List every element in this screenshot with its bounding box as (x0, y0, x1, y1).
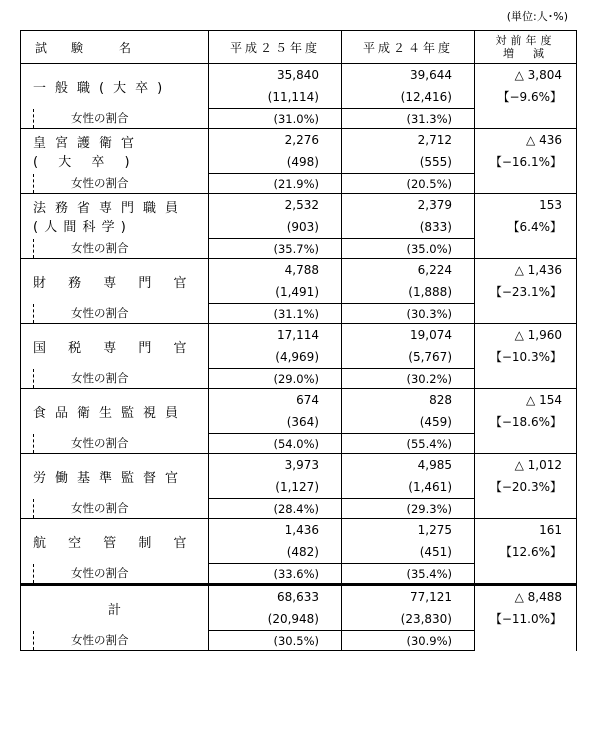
exam-name: 法務省専門職員 (33, 201, 188, 217)
exam-row (21, 519, 577, 564)
h25-women: (11,114) (267, 90, 319, 104)
change-value: △ 8,488 (514, 590, 562, 604)
exam-name: 食品衛生監視員 (33, 405, 188, 421)
exam-name: 皇宮護衛官 (33, 136, 144, 152)
h24-women: (23,830) (400, 612, 452, 626)
h25-cell (209, 389, 342, 434)
h24-cell (342, 454, 475, 499)
header-row (21, 31, 577, 64)
header-change: 対前年度 増 減 (475, 31, 577, 64)
change-value: △ 154 (526, 393, 562, 407)
h25-women: (20,948) (267, 612, 319, 626)
h24-women: (1,461) (408, 480, 452, 494)
change-percent: 【6.4%】 (507, 220, 562, 234)
h24-women: (5,767) (408, 350, 452, 364)
h25-applicants: 4,788 (284, 263, 319, 277)
change-percent: 【−20.3%】 (489, 480, 562, 494)
h25-women: (498) (286, 155, 319, 169)
exam-name-cell (21, 324, 209, 369)
total-row (21, 585, 577, 631)
h24-applicants: 77,121 (410, 590, 452, 604)
ratio-label: 女性の割合 (21, 174, 209, 194)
h24-women: (451) (419, 545, 452, 559)
change-value: △ 1,436 (514, 263, 562, 277)
exam-name: 計 (107, 602, 121, 618)
exam-name-cell (21, 129, 209, 174)
change-percent: 【12.6%】 (499, 545, 562, 559)
h24-ratio: (31.3%) (342, 109, 475, 129)
unit-label: (単位:人･%) (506, 10, 568, 23)
exam-name: 航 空 管 制 官 (33, 535, 196, 551)
exam-name-cell (21, 194, 209, 239)
h25-cell (209, 194, 342, 239)
h24-cell (342, 389, 475, 434)
change-value: △ 3,804 (514, 68, 562, 82)
change-percent: 【−11.0%】 (489, 612, 562, 626)
h25-women: (903) (286, 220, 319, 234)
exam-row (21, 64, 577, 109)
exam-applicants-table (20, 30, 577, 651)
h24-cell (342, 324, 475, 369)
ratio-label: 女性の割合 (21, 434, 209, 454)
h24-ratio: (35.0%) (342, 239, 475, 259)
h24-applicants: 828 (429, 393, 452, 407)
exam-row (21, 129, 577, 174)
h25-applicants: 2,276 (284, 133, 319, 147)
h25-women: (482) (286, 545, 319, 559)
header-year-24: 平成２４年度 (342, 31, 475, 64)
h24-ratio: (30.3%) (342, 304, 475, 324)
h24-ratio: (30.9%) (342, 631, 475, 651)
change-percent: 【−9.6%】 (497, 90, 562, 104)
change-value: △ 436 (526, 133, 562, 147)
change-value: 153 (539, 198, 562, 212)
h24-women: (1,888) (408, 285, 452, 299)
header-exam-name: 試 験 名 (21, 31, 209, 64)
h25-women: (1,127) (275, 480, 319, 494)
h25-ratio: (29.0%) (209, 369, 342, 389)
ratio-label: 女性の割合 (21, 369, 209, 389)
h25-applicants: 2,532 (284, 198, 319, 212)
h25-applicants: 3,973 (284, 458, 319, 472)
exam-row (21, 454, 577, 499)
change-cell (475, 259, 577, 324)
h24-cell (342, 519, 475, 564)
h24-women: (12,416) (400, 90, 452, 104)
h25-women: (364) (286, 415, 319, 429)
h25-ratio: (54.0%) (209, 434, 342, 454)
h25-cell (209, 64, 342, 109)
change-cell (475, 129, 577, 194)
ratio-label: 女性の割合 (21, 304, 209, 324)
h24-cell (342, 585, 475, 631)
h25-cell (209, 519, 342, 564)
exam-row (21, 324, 577, 369)
h25-applicants: 17,114 (277, 328, 319, 342)
change-value: 161 (539, 523, 562, 537)
h24-cell (342, 259, 475, 304)
h24-ratio: (35.4%) (342, 564, 475, 585)
h25-applicants: 68,633 (277, 590, 319, 604)
ratio-label: 女性の割合 (21, 564, 209, 585)
change-value: △ 1,960 (514, 328, 562, 342)
h25-ratio: (30.5%) (209, 631, 342, 651)
h24-women: (833) (419, 220, 452, 234)
exam-name-sub: ( 大 卒 ) (33, 155, 131, 171)
h25-cell (209, 129, 342, 174)
h24-applicants: 19,074 (410, 328, 452, 342)
h25-ratio: (31.0%) (209, 109, 342, 129)
h25-ratio: (35.7%) (209, 239, 342, 259)
h25-cell (209, 585, 342, 631)
exam-name-cell (21, 64, 209, 109)
h24-applicants: 6,224 (417, 263, 452, 277)
ratio-label: 女性の割合 (21, 239, 209, 259)
exam-name: 一般職(大卒) (33, 80, 172, 96)
h24-applicants: 39,644 (410, 68, 452, 82)
change-cell (475, 454, 577, 519)
h24-women: (555) (419, 155, 452, 169)
h24-cell (342, 64, 475, 109)
h24-cell (342, 129, 475, 174)
h24-ratio: (30.2%) (342, 369, 475, 389)
h24-applicants: 2,379 (417, 198, 452, 212)
h24-applicants: 2,712 (417, 133, 452, 147)
exam-row (21, 259, 577, 304)
exam-name-cell (21, 259, 209, 304)
h24-ratio: (55.4%) (342, 434, 475, 454)
h24-women: (459) (419, 415, 452, 429)
h25-applicants: 674 (296, 393, 319, 407)
exam-row (21, 194, 577, 239)
header-year-25: 平成２５年度 (209, 31, 342, 64)
h25-ratio: (33.6%) (209, 564, 342, 585)
h25-ratio: (21.9%) (209, 174, 342, 194)
change-cell (475, 585, 577, 651)
exam-name-cell (21, 454, 209, 499)
h25-ratio: (28.4%) (209, 499, 342, 519)
h25-applicants: 35,840 (277, 68, 319, 82)
exam-name: 財 務 専 門 官 (33, 275, 196, 291)
h25-cell (209, 259, 342, 304)
h25-cell (209, 454, 342, 499)
change-percent: 【−16.1%】 (489, 155, 562, 169)
ratio-label: 女性の割合 (21, 499, 209, 519)
change-cell (475, 389, 577, 454)
h25-ratio: (31.1%) (209, 304, 342, 324)
ratio-label: 女性の割合 (21, 109, 209, 129)
change-cell (475, 519, 577, 585)
change-value: △ 1,012 (514, 458, 562, 472)
exam-name-sub: ( 人 間 科 学 ) (33, 220, 127, 236)
exam-row (21, 389, 577, 434)
h24-applicants: 1,275 (417, 523, 452, 537)
h25-applicants: 1,436 (284, 523, 319, 537)
exam-name-cell (21, 519, 209, 564)
h24-cell (342, 194, 475, 239)
change-percent: 【−18.6%】 (489, 415, 562, 429)
change-cell (475, 324, 577, 389)
h25-women: (4,969) (275, 350, 319, 364)
change-percent: 【−10.3%】 (489, 350, 562, 364)
change-cell (475, 64, 577, 129)
exam-name: 国 税 専 門 官 (33, 340, 196, 356)
exam-name-cell (21, 389, 209, 434)
h25-women: (1,491) (275, 285, 319, 299)
exam-name-cell (21, 585, 209, 631)
ratio-label: 女性の割合 (21, 631, 209, 651)
h24-ratio: (20.5%) (342, 174, 475, 194)
h24-ratio: (29.3%) (342, 499, 475, 519)
change-cell (475, 194, 577, 259)
exam-name: 労働基準監督官 (33, 470, 188, 486)
change-percent: 【−23.1%】 (489, 285, 562, 299)
h24-applicants: 4,985 (417, 458, 452, 472)
h25-cell (209, 324, 342, 369)
